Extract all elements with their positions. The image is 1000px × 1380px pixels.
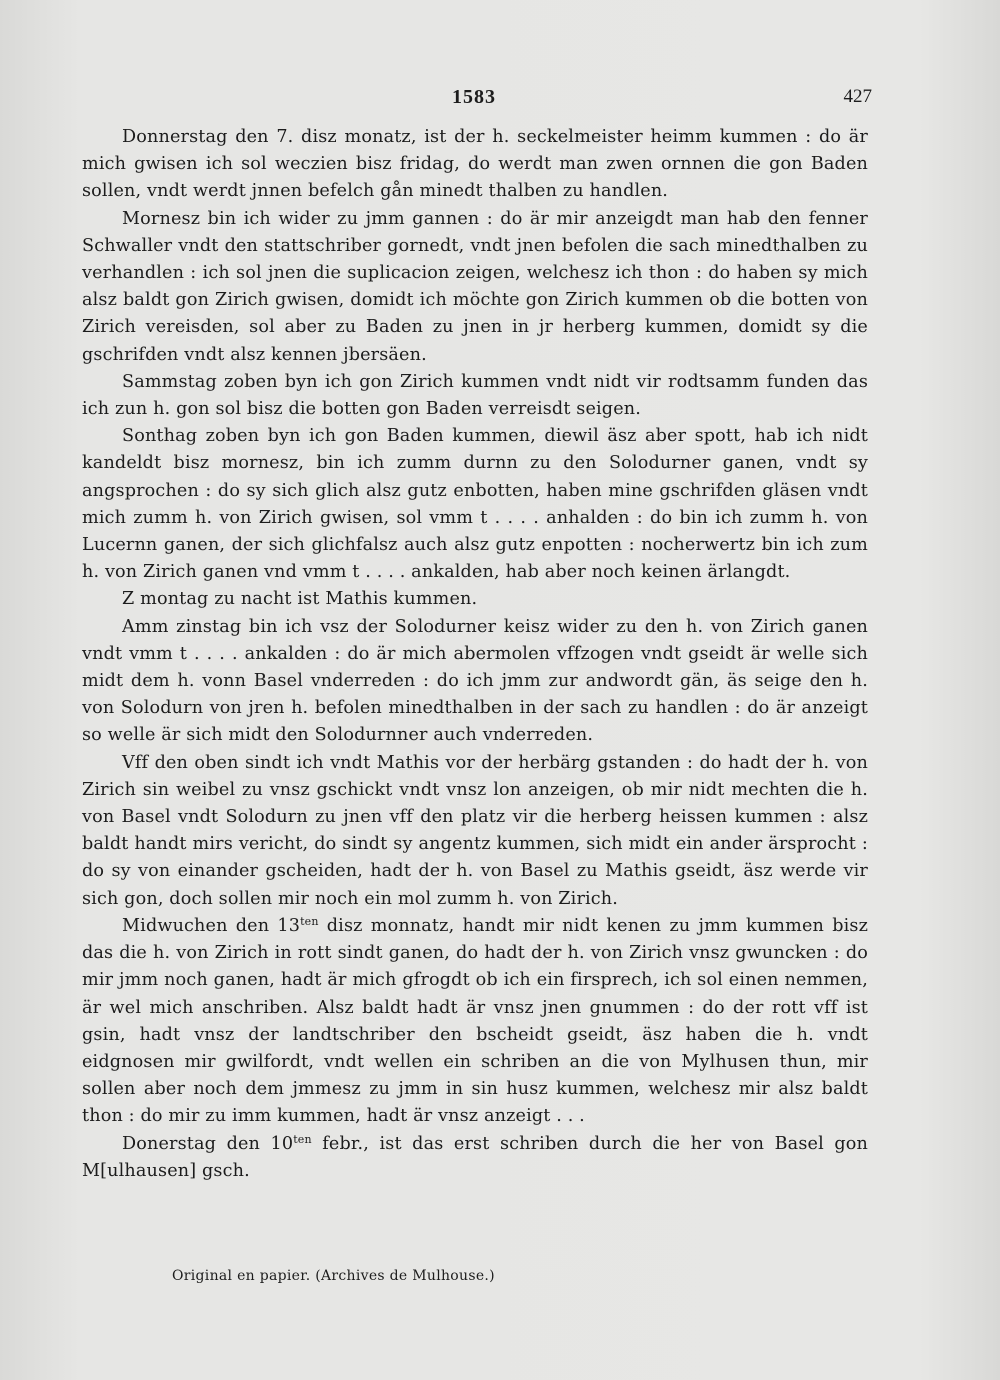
date-text: Donerstag den 10 <box>122 1133 294 1154</box>
page-header <box>0 86 1000 116</box>
source-note: Original en papier. (Archives de Mulhouse.) <box>172 1268 495 1284</box>
page-number: 427 <box>843 86 872 107</box>
paragraph: Sonthag zoben byn ich gon Baden kummen, diewil äsz aber spott, hab ich nidt kandeldt bisz mornesz, bin ich zumm durnn zu den Solodurner ganen, vndt sy angsprochen : do sy sich glich alsz gutz enbotten, haben mine gschrifden gläsen vndt mich zumm h. von Zirich gwisen, sol vmm t . . . . anhalden : do bin ich zumm h. von Lucernn ganen, der sich glichfalsz auch alsz gutz enpotten : nocherwertz bin ich zum h. von Zirich ganen vnd vmm t . . . . ankalden, hab aber noch keinen ärlangdt. <box>82 426 868 583</box>
paragraph-rest: febr., ist das erst schriben durch die her von Basel gon M[ulhausen] gsch. <box>82 1133 868 1181</box>
paragraph: Vff den oben sindt ich vndt Mathis vor der herbärg gstanden : do hadt der h. von Zirich sin weibel zu vnsz gschickt vndt vnsz lon anzeigen, ob mir nidt mechten die h. von Basel vndt Solodurn zu jnen vff den platz vir die herberg heissen kummen : alsz baldt handt mirs vericht, do sindt sy angentz kummen, sich midt ein ander ärsprocht : do sy von einander gscheiden, hadt der h. von Basel zu Mathis gseidt, äsz werde vir sich gon, doch sollen mir noch ein mol zumm h. von Zirich. <box>82 752 868 909</box>
paragraph-donerstag <box>82 1131 868 1185</box>
paragraph: Donnerstag den 7. disz monatz, ist der h. seckelmeister heimm kummen : do är mich gwisen ich sol weczien bisz fridag, do werdt man zwen ornnen die gon Baden sollen, vndt werdt jnnen befelch gån minedt thalben zu handlen. <box>82 127 868 202</box>
paragraph: Sammstag zoben byn ich gon Zirich kummen vndt nidt vir rodtsamm funden das ich zun h. gon sol bisz die botten gon Baden verreisdt seigen. <box>82 371 868 420</box>
letter-text <box>82 124 868 1185</box>
paragraph: Mornesz bin ich wider zu jmm gannen : do är mir anzeigdt man hab den fenner Schwaller vndt den stattschriber gornedt, vndt jnen befolen die sach minedthalben zu verhandlen : ich sol jnen die suplicacion zeigen, welchesz ich thon : do haben sy mich alsz baldt gon Zirich gwisen, domidt ich möchte gon Zirich kummen ob die botten von Zirich vereisden, sol aber zu Baden zu jnen in jr herberg kummen, domidt sy die gschrifden vndt alsz kennen jbersäen. <box>82 208 868 365</box>
paragraph: Z montag zu nacht ist Mathis kummen. <box>122 589 478 610</box>
running-head-year: 1583 <box>452 86 496 108</box>
paragraph-rest: disz monnatz, handt mir nidt kenen zu jmm kummen bisz das die h. von Zirich in rott sindt ganen, do hadt der h. von Zirich vnsz gwuncken : do mir jmm noch ganen, hadt är mich gfrogdt ob ich ein firsprech, ich sol einen nemmen, är wel mich anschriben. Alsz baldt hadt är vnsz jnen gnummen : do der rott vff ist gsin, hadt vnsz der landtschriber den bscheidt gseidt, äsz haben die h. vndt eidgnosen mir gwilfordt, vndt wellen ein schriben an die von Mylhusen thun, mir sollen aber noch dem jmmesz zu jmm in sin husz kummen, welchesz mir alsz baldt thon : do mir zu imm kummen, hadt är vnsz anzeigt . . . <box>82 915 868 1127</box>
ordinal-superscript: ten <box>293 1132 312 1146</box>
date-text: Midwuchen den 13 <box>122 915 301 936</box>
paragraph-midwuchen <box>82 913 868 1131</box>
paragraph: Amm zinstag bin ich vsz der Solodurner keisz wider zu den h. von Zirich ganen vndt vmm t . . . . ankalden : do är mich abermolen vffzogen vndt gseidt är welle sich midt dem h. vonn Basel vnderreden : do ich jmm zur andwordt gän, äs seige den h. von Solodurn von jren h. befolen minedthalben in der sach zu handlen : do är anzeigt so welle är sich midt den Solodurnner auch vnderreden. <box>82 616 868 746</box>
ordinal-superscript: ten <box>300 914 319 928</box>
